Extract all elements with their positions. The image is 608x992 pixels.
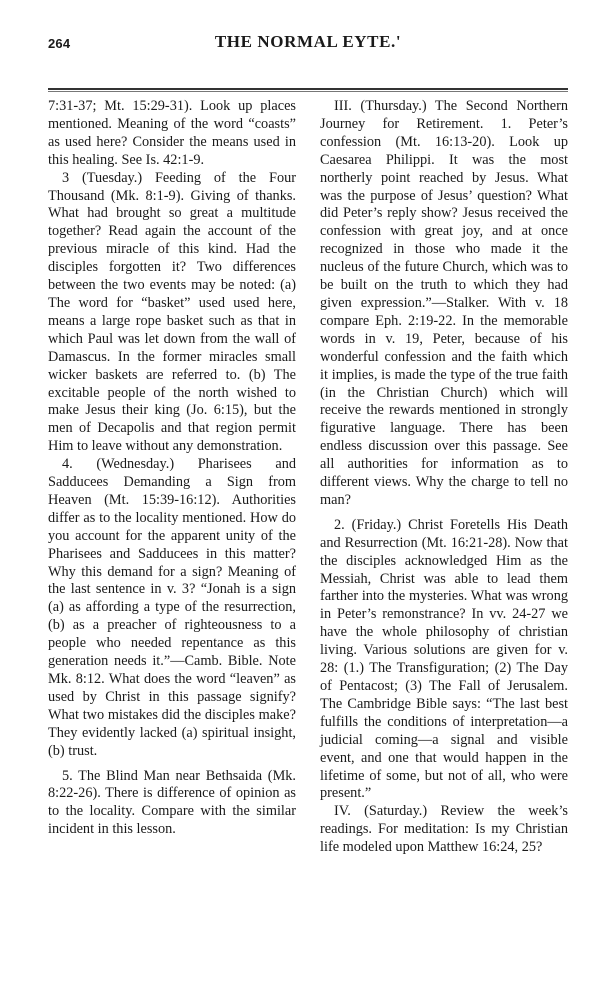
paragraph-tuesday: 3 (Tuesday.) Feeding of the Four Thousand (Mk. 8:1-9). Giving of thanks. What had brought so great a multitude together? Read again the account of the previous miracle of this kind. Had the disciples forgotten it? Two differences between the two events may be noted: (a) The word for “basket” used used here, means a large rope basket such as that in which Paul was let down from the wall of Damascus. In the former miracles small wicker baskets are referred to. (b) The excitable people of the north wished to make Jesus their king (Jo. 6:15), but the men of Decapolis and that region permit Him to leave without any demonstration. [48, 169, 296, 455]
book-page [48, 26, 568, 857]
right-column [320, 98, 568, 857]
paragraph-thursday: III. (Thursday.) The Second Northern Journey for Retirement. 1. Peter’s confession (Mt. 16:13-20). Look up Caesarea Philippi. It was the most northerly point reached by Jesus. What was the purpose of Jesus’ question? What did Peter’s reply show? Jesus received the confession with great joy, and at once recognized in those who made it the nucleus of the future Church, which was to be built on the truth to which they had given expression.”—Stalker. With v. 18 compare Eph. 2:19-22. In the memorable words in v. 19, Peter, because of his wonderful confession and the faith which it implies, is made the type of the true faith (in the Christian Church) which will receive the rewards mentioned in strongly figurative language. There has been endless discussion over this passage. See all authorities for information as to different views. Why the charge to tell no man? [320, 98, 568, 508]
page-header [48, 26, 568, 54]
paragraph-wednesday: 4. (Wednesday.) Pharisees and Sadducees Demanding a Sign from Heaven (Mt. 15:39-16:12). Authorities differ as to the locality mentioned. How do you account for the apparent unity of the Pharisees and Sadducees in this matter? Why this demand for a sign? Meaning of the last sentence in v. 3? “Jonah is a sign (a) as affording a type of the resurrection, (b) as a preacher of righteousness to a people who needed repentance as this generation needs it.”—Camb. Bible. Note Mk. 8:12. What does the word “leaven” as used by Christ in this passage signify? What two mistakes did the disciples make? They evidently lacked (a) spiritual insight, (b) trust. [48, 456, 296, 759]
paragraph-blind-man: 5. The Blind Man near Bethsaida (Mk. 8:22-26). There is difference of opinion as to the locality. Compare with the similar incident in this lesson. [48, 767, 296, 838]
paragraph-saturday: IV. (Saturday.) Review the week’s readings. For meditation: Is my Christian life modeled upon Matthew 16:24, 25? [320, 803, 568, 856]
header-rule [48, 88, 568, 92]
page-number: 264 [48, 36, 71, 51]
running-title: THE NORMAL EYTE.' [214, 32, 402, 51]
paragraph-continued: 7:31-37; Mt. 15:29-31). Look up places mentioned. Meaning of the word “coasts” as used here? Consider the means used in this healing. See Is. 42:1-9. [48, 98, 296, 168]
left-column [48, 98, 296, 857]
paragraph-friday: 2. (Friday.) Christ Foretells His Death and Resurrection (Mt. 16:21-28). Now that the disciples acknowledged Him as the Messiah, Christ was able to lead them farther into the mysteries. What was wrong in Peter’s remonstrance? In vv. 24-27 we have the whole philosophy of christian living. Various solutions are given for v. 28: (1.) The Transfiguration; (2) The Day of Pentacost; (3) The Fall of Jerusalem. The Cambridge Bible says: “The last best fulfills the conditions of interpretation—a judicial coming—a signal and visible event, and one that would happen in the lifetime of some, but not of all, who were present.” [320, 516, 568, 802]
text-columns [48, 98, 568, 857]
